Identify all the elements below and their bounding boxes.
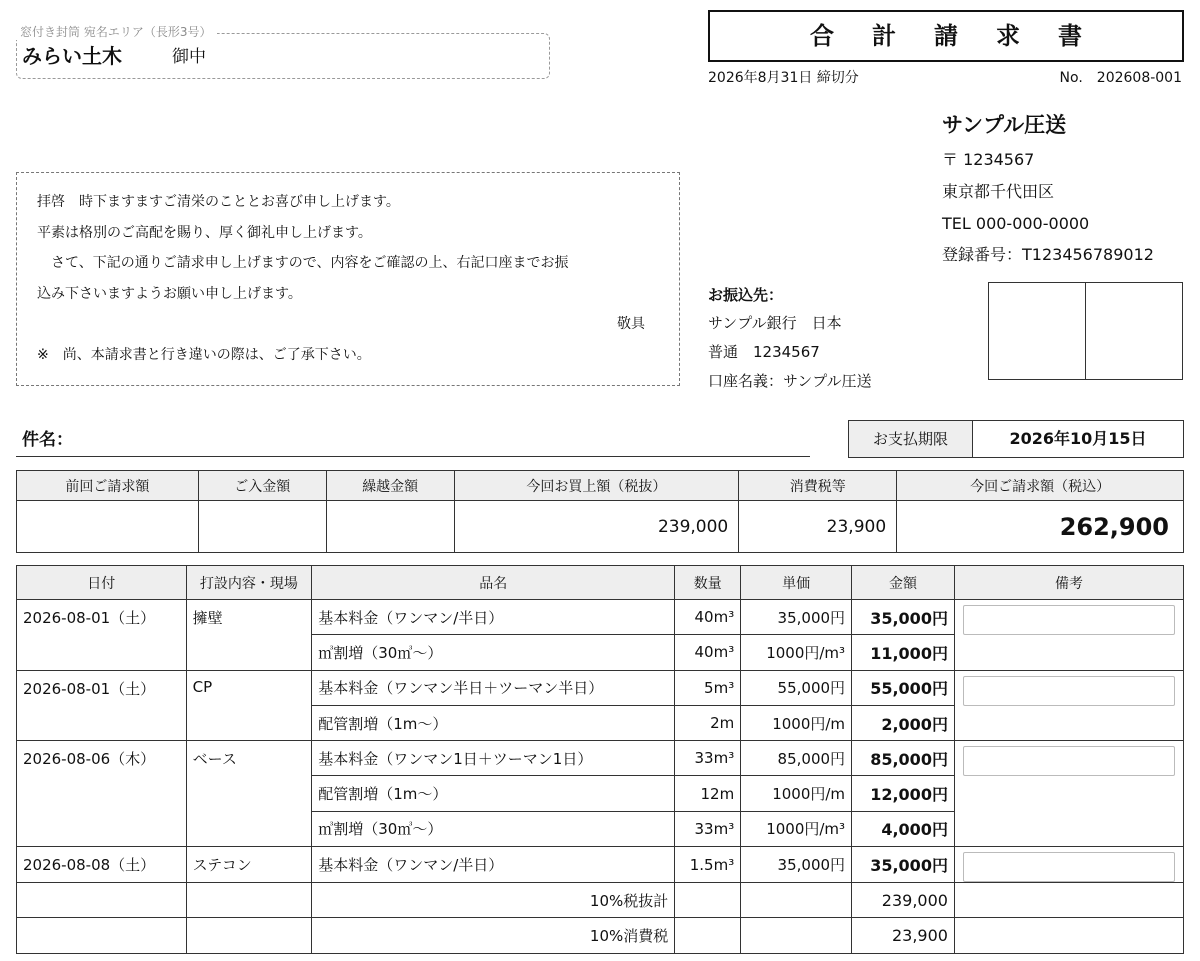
detail-header: 数量 bbox=[675, 566, 741, 600]
letter-line: さて、下記の通りご請求申し上げますので、内容をご確認の上、右記口座までお振 bbox=[37, 255, 569, 272]
item-price: 1000円/m bbox=[741, 705, 852, 740]
detail-header: 打設内容・現場 bbox=[186, 566, 312, 600]
row-note bbox=[954, 741, 1183, 847]
row-site: 擁壁 bbox=[186, 600, 312, 671]
item-name: ㎥割増（30㎥〜） bbox=[312, 811, 675, 846]
payment-received bbox=[198, 501, 326, 553]
company-tel: TEL 000-000-0000 bbox=[942, 214, 1090, 233]
bank-name: サンプル銀行 日本 bbox=[708, 314, 842, 332]
closing-date: 2026年8月31日 締切分 bbox=[708, 70, 859, 86]
row-date: 2026-08-01（土） bbox=[17, 600, 187, 671]
item-name: 基本料金（ワンマン半日＋ツーマン半日） bbox=[312, 670, 675, 705]
row-note bbox=[954, 600, 1183, 671]
row-site: ベース bbox=[186, 741, 312, 847]
item-price: 55,000円 bbox=[741, 670, 852, 705]
item-amount: 35,000円 bbox=[852, 600, 955, 635]
summary-header: 繰越金額 bbox=[326, 471, 454, 501]
table-row bbox=[17, 847, 1184, 883]
letter-line: 拝啓 時下ますますご清栄のこととお喜び申し上げます。 bbox=[37, 194, 400, 210]
company-address: 東京都千代田区 bbox=[942, 182, 1055, 201]
item-price: 1000円/m³ bbox=[741, 635, 852, 670]
item-amount: 85,000円 bbox=[852, 741, 955, 776]
item-qty: 40m³ bbox=[675, 600, 741, 635]
detail-header: 金額 bbox=[852, 566, 955, 600]
detail-header: 単価 bbox=[741, 566, 852, 600]
greeting-letter bbox=[16, 172, 680, 386]
item-name: 基本料金（ワンマン/半日） bbox=[312, 847, 675, 883]
tax-label: 10%消費税 bbox=[312, 918, 675, 953]
item-name: 配管割増（1m〜） bbox=[312, 705, 675, 740]
item-name: 基本料金（ワンマン1日＋ツーマン1日） bbox=[312, 741, 675, 776]
envelope-label: 窓付き封筒 宛名エリア（長形3号） bbox=[16, 24, 217, 40]
consumption-tax: 23,900 bbox=[739, 501, 897, 553]
current-purchases: 239,000 bbox=[454, 501, 739, 553]
detail-header: 日付 bbox=[17, 566, 187, 600]
item-amount: 35,000円 bbox=[852, 847, 955, 883]
item-qty: 5m³ bbox=[675, 670, 741, 705]
item-qty: 33m³ bbox=[675, 741, 741, 776]
carryover bbox=[326, 501, 454, 553]
item-qty: 12m bbox=[675, 776, 741, 811]
recipient-honorific: 御中 bbox=[172, 47, 206, 67]
previous-billed bbox=[17, 501, 199, 553]
letter-note: ※ 尚、本請求書と行き違いの際は、ご了承下さい。 bbox=[37, 346, 371, 363]
row-site: ステコン bbox=[186, 847, 312, 883]
summary-header: ご入金額 bbox=[198, 471, 326, 501]
item-amount: 12,000円 bbox=[852, 776, 955, 811]
current-total: 262,900 bbox=[897, 501, 1184, 553]
bank-account: 普通 1234567 bbox=[708, 343, 820, 361]
item-price: 35,000円 bbox=[741, 600, 852, 635]
note-input[interactable] bbox=[963, 852, 1175, 882]
document-number bbox=[1060, 68, 1182, 88]
subject-label: 件名： bbox=[22, 430, 73, 450]
item-price: 1000円/m³ bbox=[741, 811, 852, 846]
row-note bbox=[954, 847, 1183, 883]
item-qty: 40m³ bbox=[675, 635, 741, 670]
item-name: ㎥割増（30㎥〜） bbox=[312, 635, 675, 670]
summary-header: 今回お買上額（税抜） bbox=[454, 471, 739, 501]
row-date: 2026-08-01（土） bbox=[17, 670, 187, 741]
bank-holder: 口座名義：サンプル圧送 bbox=[708, 372, 872, 390]
item-qty: 33m³ bbox=[675, 811, 741, 846]
note-input[interactable] bbox=[963, 605, 1175, 635]
table-row bbox=[17, 670, 1184, 705]
subtotal-label: 10%税抜計 bbox=[312, 883, 675, 918]
item-amount: 4,000円 bbox=[852, 811, 955, 846]
item-name: 基本料金（ワンマン/半日） bbox=[312, 600, 675, 635]
summary-header: 前回ご請求額 bbox=[17, 471, 199, 501]
table-row bbox=[17, 741, 1184, 776]
company-name: サンプル圧送 bbox=[942, 113, 1067, 137]
item-amount: 2,000円 bbox=[852, 705, 955, 740]
item-price: 85,000円 bbox=[741, 741, 852, 776]
document-title: 合計請求書 bbox=[708, 10, 1184, 62]
summary-header: 消費税等 bbox=[739, 471, 897, 501]
note-input[interactable] bbox=[963, 676, 1175, 706]
item-price: 1000円/m bbox=[741, 776, 852, 811]
document-number-value: 202608-001 bbox=[1096, 70, 1182, 86]
summary-table bbox=[16, 470, 1184, 553]
letter-line: 平素は格別のご高配を賜り、厚く御礼申し上げます。 bbox=[37, 224, 372, 241]
payment-due-value: 2026年10月15日 bbox=[1009, 429, 1147, 448]
item-amount: 11,000円 bbox=[852, 635, 955, 670]
summary-header: 今回ご請求額（税込） bbox=[897, 471, 1184, 501]
payment-due bbox=[848, 420, 1184, 458]
row-site: CP bbox=[186, 670, 312, 741]
letter-line: 込み下さいますようお願い申し上げます。 bbox=[37, 285, 302, 302]
stamp-box bbox=[988, 282, 1086, 380]
letter-closing: 敬具 bbox=[617, 316, 645, 333]
detail-header: 備考 bbox=[954, 566, 1183, 600]
stamp-box bbox=[1085, 282, 1183, 380]
bank-title: お振込先： bbox=[708, 286, 784, 304]
subtotal-row bbox=[17, 883, 1184, 918]
document-number-label: No. bbox=[1059, 70, 1083, 86]
row-date: 2026-08-06（木） bbox=[17, 741, 187, 847]
item-name: 配管割増（1m〜） bbox=[312, 776, 675, 811]
tax-value: 23,900 bbox=[852, 918, 955, 953]
item-qty: 1.5m³ bbox=[675, 847, 741, 883]
row-note bbox=[954, 670, 1183, 741]
recipient-name: みらい土木 bbox=[22, 44, 122, 68]
subtotal-value: 239,000 bbox=[852, 883, 955, 918]
detail-table bbox=[16, 565, 1184, 954]
tax-row bbox=[17, 918, 1184, 953]
row-date: 2026-08-08（土） bbox=[17, 847, 187, 883]
item-amount: 55,000円 bbox=[852, 670, 955, 705]
note-input[interactable] bbox=[963, 746, 1175, 776]
company-postal: 〒 1234567 bbox=[942, 150, 1035, 169]
payment-due-label: お支払期限 bbox=[849, 421, 973, 457]
company-registration: 登録番号：T123456789012 bbox=[942, 245, 1154, 264]
detail-header: 品名 bbox=[312, 566, 675, 600]
item-qty: 2m bbox=[675, 705, 741, 740]
item-price: 35,000円 bbox=[741, 847, 852, 883]
table-row bbox=[17, 600, 1184, 635]
subject-line bbox=[16, 456, 810, 457]
